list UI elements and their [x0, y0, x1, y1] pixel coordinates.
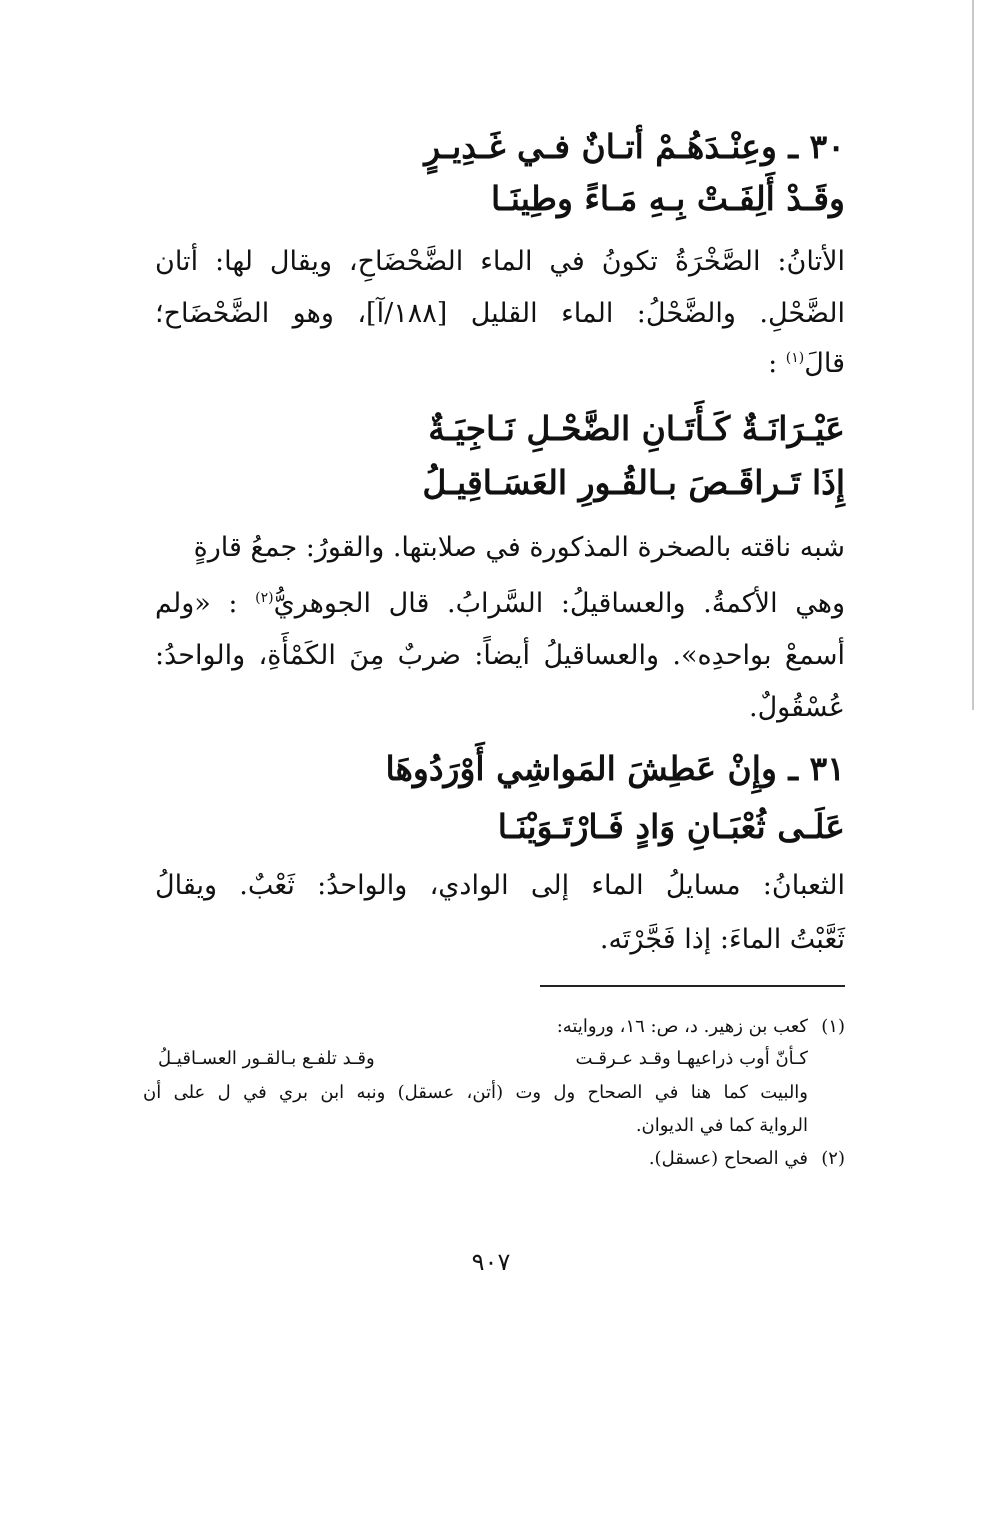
commentary-quote-line-2 [155, 590, 845, 617]
commentary-30-colon: : [768, 348, 786, 379]
footnote-ref-2: (٢) [255, 590, 274, 606]
footnote-1-number: (١) [821, 1016, 845, 1037]
commentary-quote-line-3: أسمعْ بواحدِه». والعساقيلُ أيضاً: ضربٌ مِنَ الكَمْأَةِ، والواحدُ: [155, 640, 845, 671]
commentary-quote-line-1: شبه ناقته بالصخرة المذكورة في صلابتها. والقورُ: جمعُ قارةٍ [193, 532, 845, 563]
footnote-separator [540, 985, 845, 987]
verse-30-second-hemistich: وقَـدْ أَلِفَـتْ بِـهِ مَـاءً وطِينَـا [491, 179, 845, 218]
footnote-1-line-4: الرواية كما في الديوان. [635, 1115, 808, 1136]
footnote-2-text: في الصحاح (عسقل). [648, 1148, 808, 1169]
commentary-30-qala: قالَ [804, 348, 845, 379]
verse-31-first-hemistich: ٣١ ـ وإِنْ عَطِشَ المَواشِي أَوْرَدُوهَا [385, 749, 845, 788]
quoted-verse-second-hemistich: إِذَا تَـراقَـصَ بـالقُـورِ العَسَـاقِيـلُ [422, 463, 845, 502]
page-number: ٩٠٧ [471, 1248, 511, 1276]
commentary-31-line-2: ثَعَّبْتُ الماءَ: إذا فَجَّرْتَه. [599, 924, 845, 955]
commentary-quote-line-2b: : «ولم [155, 588, 256, 619]
footnote-2-number: (٢) [821, 1148, 845, 1169]
quoted-verse-first-hemistich: عَيْـرَانَـةٌ كَـأَتَـانِ الضَّحْـلِ نَـاجِيَـةٌ [428, 409, 845, 448]
commentary-quote-line-2a: وهي الأكمةُ. والعساقيلُ: السَّرابُ. قال الجوهريُّ [273, 588, 845, 619]
verse-31-second-hemistich: عَلَـى ثُعْبَـانِ وَادٍ فَـارْتَـوَيْنَـا [497, 807, 845, 846]
commentary-31-line-1: الثعبانُ: مسايلُ الماء إلى الوادي، والواحدُ: ثَعْبٌ. ويقالُ [155, 870, 845, 901]
footnote-1-verse-second: وقـد تلفـع بـالقـور العسـاقيـلُ [158, 1048, 375, 1069]
commentary-30-line-3 [768, 350, 845, 377]
commentary-quote-line-4: عُسْقُولٌ. [748, 692, 845, 723]
footnote-ref-1: (١) [785, 350, 805, 366]
verse-30-first-hemistich: ٣٠ ـ وعِنْـدَهُـمْ أتـانٌ فـي غَـدِيـرٍ [424, 127, 845, 166]
commentary-30-line-1: الأتانُ: الصَّخْرَةُ تكونُ في الماء الضَّحْضَاحِ، ويقال لها: أتان [155, 246, 845, 277]
scan-edge-line [972, 0, 974, 710]
footnote-1-verse-first: كـأنّ أوب ذراعيهـا وقـد عـرقـت [575, 1048, 808, 1069]
footnote-1-line-1: كعب بن زهير. د، ص: ١٦، وروايته: [556, 1016, 808, 1037]
commentary-30-line-2: الضَّحْلِ. والضَّحْلُ: الماء القليل [١٨٨/آ]، وهو الضَّحْضَاح؛ [155, 298, 845, 329]
footnote-1-line-3: والبيت كما هنا في الصحاح ول وت (أتن، عسقل) ونبه ابن بري في ل على أن [143, 1082, 808, 1103]
